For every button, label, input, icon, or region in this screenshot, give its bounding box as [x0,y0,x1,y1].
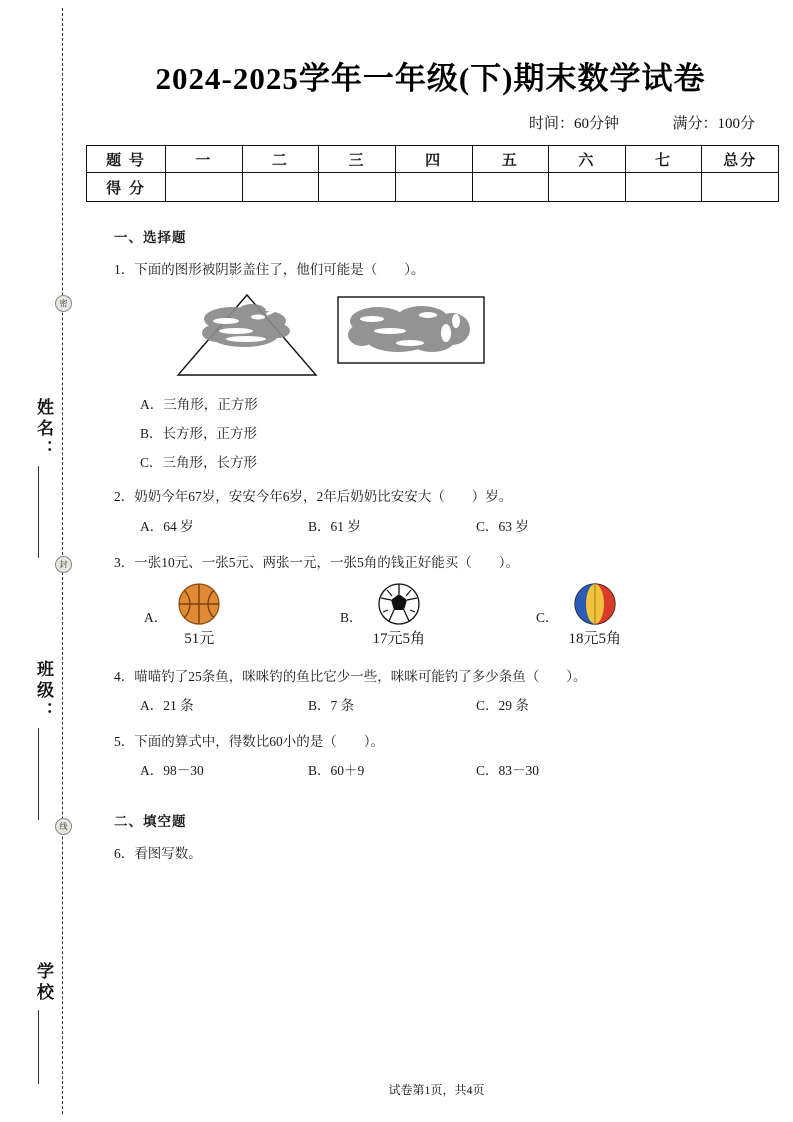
question-1-stem: 1．下面的图形被阴影盖住了，他们可能是（ ）。 [114,262,425,278]
question-5-option-a[interactable]: A．98－30 [140,763,204,779]
triangle-shape-icon [174,291,320,379]
question-1-figure [114,291,759,383]
page-title: 2024-2025学年一年级(下)期末数学试卷 [155,61,706,96]
seal-mark-1: 密 [55,295,72,312]
question-4-options [114,696,759,716]
score-cell-7[interactable] [625,173,702,202]
school-field-label: 学校 [34,962,53,1004]
question-3-stem: 3．一张10元、一张5元、两张一元，一张5角的钱正好能买（ ）。 [114,554,519,570]
question-5-stem: 5．下面的算式中，得数比60小的是（ ）。 [114,734,384,749]
question-3-option-b[interactable] [340,582,536,651]
exam-page [80,0,793,1122]
exam-body [80,228,793,864]
section-heading-fill: 二、填空题 [114,813,187,829]
school-write-line [38,1010,39,1084]
question-4-option-a[interactable]: A．21 条 [140,697,194,713]
question-5-options [114,761,759,781]
section-heading-choice: 一、选择题 [114,230,187,245]
score-cell-4[interactable] [395,173,472,202]
question-4-option-b[interactable]: B．7 条 [308,697,355,713]
soccer-ball-icon [377,582,421,626]
question-3-option-c[interactable] [536,582,732,651]
exam-full-score: 满分：100分 [672,116,755,132]
question-3-option-a[interactable] [144,582,340,651]
score-header-6: 六 [549,146,626,173]
seal-mark-3: 线 [55,818,72,835]
score-header-total: 总分 [702,146,779,173]
score-header-label: 题 号 [87,146,166,173]
question-1-option-a[interactable]: A．三角形，正方形 [140,396,258,412]
question-4-option-c[interactable]: C．29 条 [476,697,529,713]
question-2-option-a[interactable]: A．64 岁 [140,518,194,534]
score-header-5: 五 [472,146,549,173]
score-cell-total[interactable] [702,173,779,202]
score-header-2: 二 [242,146,319,173]
rectangle-shape-icon [336,295,486,365]
question-5-option-b[interactable]: B．60＋9 [308,763,365,779]
exam-meta [80,112,793,133]
question-4-stem: 4．喵喵钓了25条鱼，咪咪钓的鱼比它少一些，咪咪可能钓了多少条鱼（ ）。 [114,668,587,684]
question-3-label-b: B． [340,610,363,626]
question-1-option-b[interactable]: B．长方形，正方形 [140,425,258,441]
question-3-label-c: C． [536,610,559,626]
question-2-option-c[interactable]: C．63 岁 [476,518,529,534]
table-row-header [87,146,779,173]
left-margin-strip [0,0,80,1122]
question-3-price-b: 17元5角 [372,631,426,647]
question-1-option-c[interactable]: C．三角形，长方形 [140,455,258,470]
name-write-line [38,466,39,558]
seal-mark-2: 封 [55,556,72,573]
question-3-options [114,582,759,651]
score-cell-6[interactable] [549,173,626,202]
exam-duration: 时间：60分钟 [528,116,619,132]
name-field-label: 姓名： [34,398,53,461]
question-2-option-b[interactable]: B．61 岁 [308,518,361,534]
score-row-label: 得 分 [87,173,166,202]
score-cell-5[interactable] [472,173,549,202]
question-2-options [114,517,759,537]
score-header-3: 三 [319,146,396,173]
question-3-label-a: A． [144,610,168,626]
class-write-line [38,728,39,820]
score-cell-1[interactable] [166,173,243,202]
basketball-icon [177,582,221,626]
question-1-options [114,395,759,474]
question-3-price-a: 51元 [184,631,215,647]
table-row-score [87,173,779,202]
score-header-4: 四 [395,146,472,173]
score-cell-2[interactable] [242,173,319,202]
question-5-option-c[interactable]: C．83－30 [476,763,540,779]
score-cell-3[interactable] [319,173,396,202]
score-header-1: 一 [166,146,243,173]
score-table-wrap [80,145,793,202]
volleyball-icon [573,582,617,626]
question-2-stem: 2．奶奶今年67岁，安安今年6岁，2年后奶奶比安安大（ ）岁。 [114,489,513,505]
question-3-price-c: 18元5角 [568,631,622,647]
score-header-7: 七 [625,146,702,173]
question-6-stem: 6．看图写数。 [114,845,202,861]
score-table [86,145,779,202]
class-field-label: 班级： [34,660,53,723]
page-footer: 试卷第1页，共4页 [388,1083,485,1097]
